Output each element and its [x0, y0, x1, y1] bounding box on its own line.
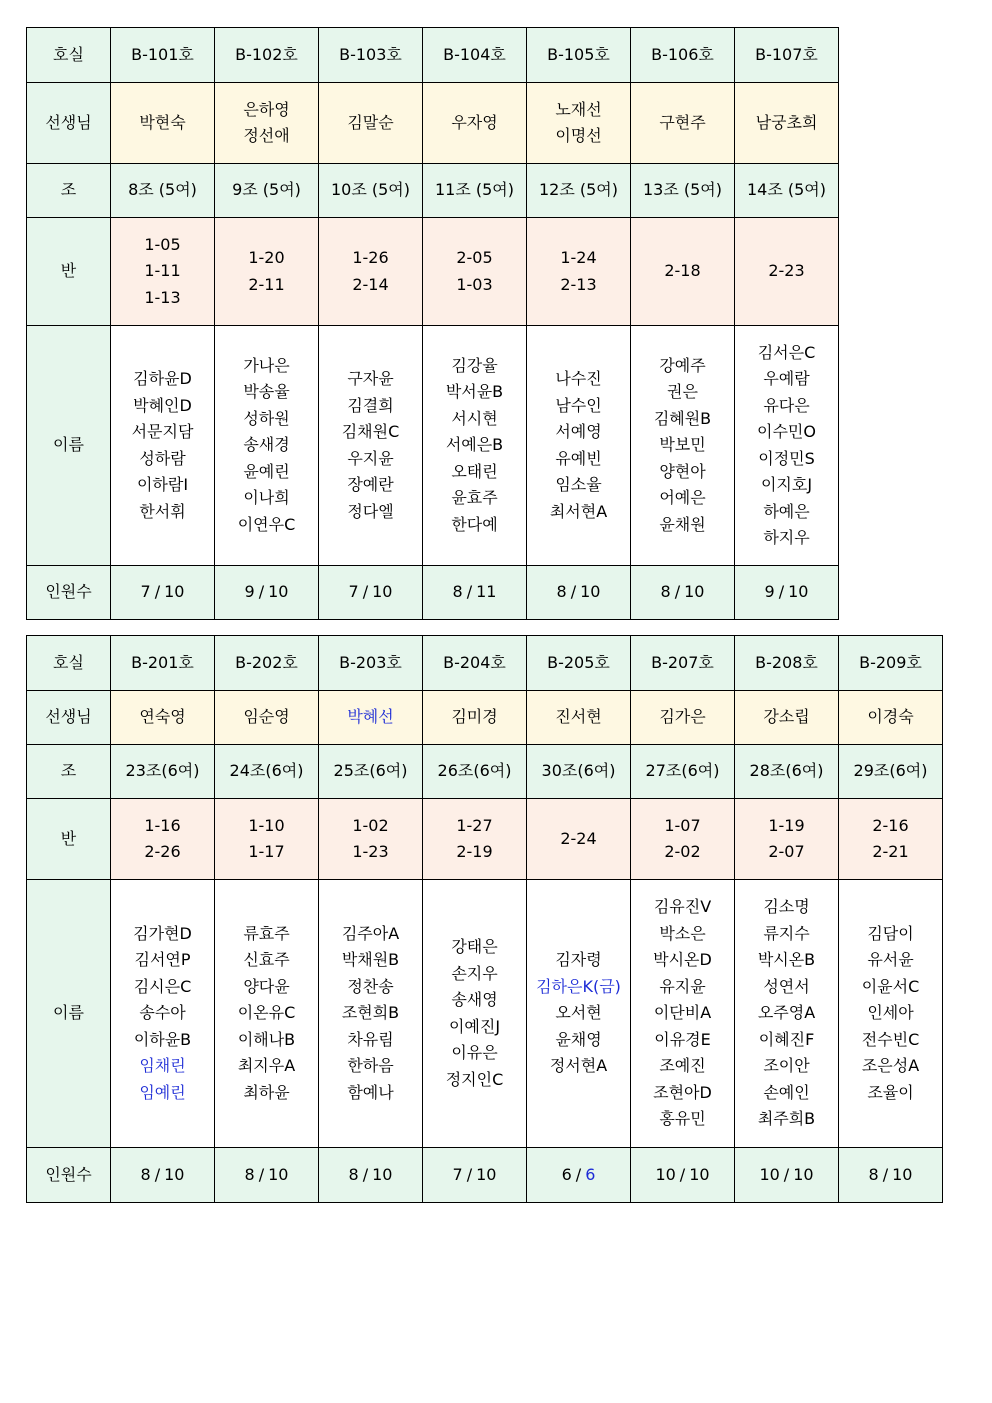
student-name: 가나은: [243, 355, 290, 375]
student-name: 이연우C: [237, 514, 296, 534]
group-cell: 13조 (5여): [631, 164, 735, 218]
names-cell: [735, 880, 839, 1148]
student-name: 이유은: [451, 1043, 498, 1062]
student-name: 윤예린: [243, 461, 290, 481]
class-code: 1-10: [248, 815, 285, 835]
student-name: 김결희: [347, 395, 394, 415]
student-name: 최하윤: [243, 1082, 290, 1102]
student-name: 이하윤B: [133, 1029, 192, 1049]
teacher-cell: [215, 83, 319, 164]
student-name: 어예은: [659, 488, 706, 508]
student-name: 윤효주: [451, 488, 498, 508]
class-code: 1-17: [248, 842, 285, 861]
student-name: 이하람I: [136, 475, 189, 494]
student-name: 김시은C: [133, 976, 192, 996]
room-cell: B-101호: [111, 28, 215, 83]
teacher-cell: 이경숙: [839, 691, 943, 745]
student-name: 성하람: [139, 448, 186, 468]
count-cell: 9 / 10: [735, 566, 839, 620]
teacher-name: 은하영: [243, 99, 290, 119]
teacher-cell: [527, 83, 631, 164]
names-cell: [423, 326, 527, 566]
count-max: 10: [268, 582, 289, 602]
count-cell: 10 / 10: [735, 1148, 839, 1203]
group-cell: 29조(6여): [839, 745, 943, 799]
teacher-cell: [111, 83, 215, 164]
student-name: 이정민S: [758, 448, 815, 468]
student-name: 차유림: [347, 1029, 394, 1049]
class-cell: [423, 218, 527, 326]
student-name: 장예란: [347, 475, 394, 494]
class-code: 2-19: [456, 842, 493, 861]
names-cell: [111, 326, 215, 566]
room-label: 호실: [27, 636, 111, 691]
count-cell: 8 / 10: [319, 1148, 423, 1203]
student-name: 오서현: [555, 1003, 602, 1023]
student-name: 함예나: [347, 1082, 394, 1102]
class-code: 1-24: [560, 248, 597, 267]
student-name: 서예은B: [445, 435, 504, 455]
teacher-name: 김말순: [347, 112, 394, 132]
class-cell: [631, 799, 735, 880]
count-now: 8: [348, 1164, 359, 1184]
class-code: 2-05: [456, 248, 493, 267]
count-max: 10: [164, 1164, 185, 1184]
class-code: 2-23: [768, 261, 805, 281]
class-code: 1-19: [768, 815, 805, 835]
student-name: 남수인: [555, 395, 602, 415]
group-cell: 30조(6여): [527, 745, 631, 799]
room-cell: B-209호: [839, 636, 943, 691]
group-cell: 26조(6여): [423, 745, 527, 799]
room-cell: B-105호: [527, 28, 631, 83]
student-name: 김강율: [451, 355, 498, 375]
names-cell: [215, 880, 319, 1148]
room-cell: B-107호: [735, 28, 839, 83]
student-name: 김소명: [763, 897, 810, 917]
class-cell: [423, 799, 527, 880]
count-now: 8: [556, 582, 567, 602]
teacher-cell: 김가은: [631, 691, 735, 745]
count-now: 10: [759, 1164, 780, 1184]
student-name: 서문지담: [131, 422, 194, 441]
student-name: 서시현: [451, 408, 498, 428]
student-name: 김서은C: [757, 342, 816, 362]
count-now: 9: [244, 582, 255, 602]
class-cell: [631, 218, 735, 326]
student-name: 이예진J: [448, 1016, 501, 1036]
count-max: 10: [268, 1164, 289, 1184]
count-cell: 7 / 10: [319, 566, 423, 620]
count-now: 8: [452, 582, 463, 602]
count-max: 10: [164, 582, 185, 602]
student-name: 유지윤: [659, 976, 706, 996]
teacher-cell: 김미경: [423, 691, 527, 745]
student-name: 김혜원B: [653, 408, 712, 428]
count-now: 7: [348, 582, 359, 602]
student-name: 박서윤B: [445, 382, 504, 402]
student-name: 조현아D: [653, 1082, 712, 1102]
class-cell: [839, 799, 943, 880]
count-cell: 8 / 10: [839, 1148, 943, 1203]
student-name: 류지수: [763, 923, 810, 943]
count-cell: 8 / 10: [527, 566, 631, 620]
class-code: 1-07: [664, 815, 701, 835]
student-name: 이온유C: [237, 1003, 296, 1023]
student-name: 조예진: [659, 1056, 706, 1076]
group-cell: 24조(6여): [215, 745, 319, 799]
student-name: 전수빈C: [861, 1029, 920, 1049]
group-label: 조: [27, 745, 111, 799]
class-code: 2-14: [352, 274, 389, 294]
student-name: 인세아: [867, 1003, 914, 1023]
names-cell: [527, 880, 631, 1148]
teacher-cell: [631, 83, 735, 164]
class-code: 1-02: [352, 815, 389, 835]
student-name: 정찬송: [347, 976, 394, 996]
count-cell: 8 / 10: [111, 1148, 215, 1203]
count-now: 10: [655, 1164, 676, 1184]
count-now: 6: [561, 1164, 572, 1184]
teacher-name: 남궁초희: [755, 112, 818, 132]
student-name: 김하은K(금): [536, 976, 621, 996]
teacher-name: 정선애: [243, 126, 290, 145]
student-name: 이수민O: [757, 422, 816, 441]
student-name: 구자윤: [347, 369, 394, 388]
teacher-label: 선생님: [27, 691, 111, 745]
student-name: 김하윤D: [133, 369, 192, 388]
student-name: 김채원C: [341, 422, 400, 441]
room-cell: B-102호: [215, 28, 319, 83]
room-cell: B-207호: [631, 636, 735, 691]
student-name: 하예은: [763, 501, 810, 521]
group-cell: 25조(6여): [319, 745, 423, 799]
class-cell: [215, 799, 319, 880]
student-name: 홍유민: [659, 1109, 706, 1129]
count-now: 8: [868, 1164, 879, 1184]
student-name: 오태린: [451, 461, 498, 481]
count-cell: 8 / 11: [423, 566, 527, 620]
student-name: 최지우A: [237, 1056, 296, 1076]
student-name: 이혜진F: [758, 1029, 815, 1049]
student-name: 정지인C: [445, 1069, 504, 1089]
class-cell: [319, 218, 423, 326]
student-name: 권은: [667, 382, 698, 402]
student-name: 나수진: [555, 369, 602, 388]
group-label: 조: [27, 164, 111, 218]
student-name: 김서연P: [134, 950, 191, 970]
student-name: 우지윤: [347, 448, 394, 468]
student-name: 김가현D: [133, 923, 192, 943]
count-cell: 7 / 10: [111, 566, 215, 620]
teacher-cell: 진서현: [527, 691, 631, 745]
teacher-cell: 연숙영: [111, 691, 215, 745]
count-now: 8: [140, 1164, 151, 1184]
teacher-name: 박현숙: [139, 112, 186, 132]
student-name: 유서윤: [867, 950, 914, 970]
count-now: 7: [452, 1164, 463, 1184]
teacher-cell: 임순영: [215, 691, 319, 745]
class-cell: [111, 218, 215, 326]
count-max: 10: [476, 1164, 497, 1184]
student-name: 손예인: [763, 1082, 810, 1102]
room-table-2: [26, 635, 943, 1203]
teacher-name: 우자영: [451, 112, 498, 132]
count-max: 6: [585, 1164, 596, 1184]
class-code: 1-13: [144, 287, 181, 307]
class-label: 반: [27, 799, 111, 880]
count-max: 10: [580, 582, 601, 602]
student-name: 김유진V: [653, 897, 712, 917]
group-cell: 27조(6여): [631, 745, 735, 799]
student-name: 우예람: [763, 369, 810, 388]
student-name: 윤채영: [555, 1029, 602, 1049]
group-cell: 28조(6여): [735, 745, 839, 799]
names-cell: [527, 326, 631, 566]
student-name: 이해나B: [237, 1029, 296, 1049]
group-cell: 23조(6여): [111, 745, 215, 799]
student-name: 최주희B: [757, 1109, 816, 1129]
room-cell: B-202호: [215, 636, 319, 691]
student-name: 윤채원: [659, 514, 706, 534]
count-cell: 7 / 10: [423, 1148, 527, 1203]
student-name: 박송율: [243, 382, 290, 402]
student-name: 최서현A: [549, 501, 608, 521]
class-code: 1-16: [144, 815, 181, 835]
student-name: 박시온D: [653, 950, 712, 970]
student-name: 강태은: [451, 937, 498, 956]
class-cell: [527, 799, 631, 880]
teacher-label: 선생님: [27, 83, 111, 164]
class-code: 1-11: [144, 261, 181, 281]
class-code: 2-07: [768, 842, 805, 861]
student-name: 한서휘: [139, 501, 186, 521]
class-code: 2-18: [664, 261, 701, 281]
room-table-1: [26, 27, 839, 620]
student-name: 신효주: [243, 950, 290, 970]
names-cell: [423, 880, 527, 1148]
student-name: 임예린: [139, 1082, 186, 1102]
class-code: 2-16: [872, 815, 909, 835]
names-label: 이름: [27, 326, 111, 566]
count-cell: 8 / 10: [631, 566, 735, 620]
class-cell: [215, 218, 319, 326]
class-code: 1-05: [144, 234, 181, 254]
student-name: 이윤서C: [861, 976, 920, 996]
names-cell: [631, 326, 735, 566]
group-cell: 8조 (5여): [111, 164, 215, 218]
student-name: 정서현A: [549, 1056, 608, 1076]
count-cell: 8 / 10: [215, 1148, 319, 1203]
class-code: 1-03: [456, 274, 493, 294]
count-now: 7: [140, 582, 151, 602]
names-cell: [839, 880, 943, 1148]
student-name: 박시온B: [757, 950, 816, 970]
count-max: 11: [476, 582, 497, 602]
student-name: 박소은: [659, 923, 706, 943]
teacher-name: 노재선: [555, 99, 602, 119]
count-max: 10: [684, 582, 705, 602]
count-now: 9: [764, 582, 775, 602]
student-name: 임소율: [555, 475, 602, 494]
group-cell: 11조 (5여): [423, 164, 527, 218]
student-name: 조은성A: [861, 1056, 920, 1076]
student-name: 양다윤: [243, 976, 290, 996]
teacher-name: 구현주: [659, 112, 706, 132]
room-cell: B-103호: [319, 28, 423, 83]
class-cell: [527, 218, 631, 326]
student-name: 조율이: [867, 1082, 914, 1102]
room-cell: B-104호: [423, 28, 527, 83]
room-cell: B-205호: [527, 636, 631, 691]
teacher-name: 이명선: [555, 126, 602, 145]
student-name: 김자령: [555, 950, 602, 970]
student-name: 송수아: [139, 1003, 186, 1023]
group-cell: 12조 (5여): [527, 164, 631, 218]
student-name: 성하원: [243, 408, 290, 428]
count-max: 10: [793, 1164, 814, 1184]
student-name: 김담이: [867, 923, 914, 943]
student-name: 김주아A: [341, 923, 400, 943]
teacher-cell: 박혜선: [319, 691, 423, 745]
names-label: 이름: [27, 880, 111, 1148]
student-name: 유예빈: [555, 448, 602, 468]
room-label: 호실: [27, 28, 111, 83]
class-code: 2-26: [144, 842, 181, 861]
student-name: 송새경: [243, 435, 290, 455]
count-max: 10: [372, 582, 393, 602]
student-name: 이단비A: [653, 1003, 712, 1023]
count-max: 10: [788, 582, 809, 602]
class-label: 반: [27, 218, 111, 326]
count-label: 인원수: [27, 566, 111, 620]
count-cell: 10 / 10: [631, 1148, 735, 1203]
student-name: 이나희: [243, 488, 290, 508]
class-cell: [735, 799, 839, 880]
class-code: 1-26: [352, 248, 389, 267]
names-cell: [215, 326, 319, 566]
student-name: 송새영: [451, 990, 498, 1009]
student-name: 류효주: [243, 923, 290, 943]
student-name: 조현희B: [341, 1003, 400, 1023]
student-name: 박보민: [659, 435, 706, 455]
names-cell: [319, 326, 423, 566]
class-code: 2-02: [664, 842, 701, 861]
class-cell: [111, 799, 215, 880]
class-code: 2-13: [560, 274, 597, 294]
student-name: 양현아: [659, 461, 706, 481]
room-cell: B-204호: [423, 636, 527, 691]
student-name: 강예주: [659, 355, 706, 375]
count-max: 10: [372, 1164, 393, 1184]
group-cell: 10조 (5여): [319, 164, 423, 218]
student-name: 이유경E: [654, 1029, 711, 1049]
names-cell: [319, 880, 423, 1148]
room-cell: B-106호: [631, 28, 735, 83]
student-name: 이지호J: [760, 475, 813, 494]
student-name: 서예영: [555, 422, 602, 441]
room-cell: B-203호: [319, 636, 423, 691]
count-label: 인원수: [27, 1148, 111, 1203]
student-name: 박채원B: [341, 950, 400, 970]
class-code: 2-11: [248, 274, 285, 294]
student-name: 성연서: [763, 976, 810, 996]
student-name: 오주영A: [757, 1003, 816, 1023]
student-name: 정다엘: [347, 501, 394, 521]
student-name: 손지우: [451, 963, 498, 983]
count-now: 8: [244, 1164, 255, 1184]
class-code: 2-24: [560, 828, 597, 848]
count-max: 10: [892, 1164, 913, 1184]
teacher-cell: [423, 83, 527, 164]
student-name: 한다예: [451, 514, 498, 534]
student-name: 한하음: [347, 1056, 394, 1076]
student-name: 임채린: [139, 1056, 186, 1076]
names-cell: [735, 326, 839, 566]
class-code: 1-20: [248, 248, 285, 267]
group-cell: 14조 (5여): [735, 164, 839, 218]
count-cell: 9 / 10: [215, 566, 319, 620]
student-name: 하지우: [763, 528, 810, 547]
teacher-cell: [735, 83, 839, 164]
group-cell: 9조 (5여): [215, 164, 319, 218]
room-cell: B-201호: [111, 636, 215, 691]
room-cell: B-208호: [735, 636, 839, 691]
class-cell: [735, 218, 839, 326]
count-cell: 6 / 6: [527, 1148, 631, 1203]
class-code: 1-27: [456, 815, 493, 835]
class-code: 1-23: [352, 842, 389, 861]
names-cell: [111, 880, 215, 1148]
teacher-cell: 강소립: [735, 691, 839, 745]
names-cell: [631, 880, 735, 1148]
count-max: 10: [689, 1164, 710, 1184]
class-code: 2-21: [872, 842, 909, 861]
student-name: 박혜인D: [133, 395, 192, 415]
student-name: 조이안: [763, 1056, 810, 1076]
class-cell: [319, 799, 423, 880]
student-name: 유다은: [763, 395, 810, 415]
count-now: 8: [660, 582, 671, 602]
teacher-cell: [319, 83, 423, 164]
